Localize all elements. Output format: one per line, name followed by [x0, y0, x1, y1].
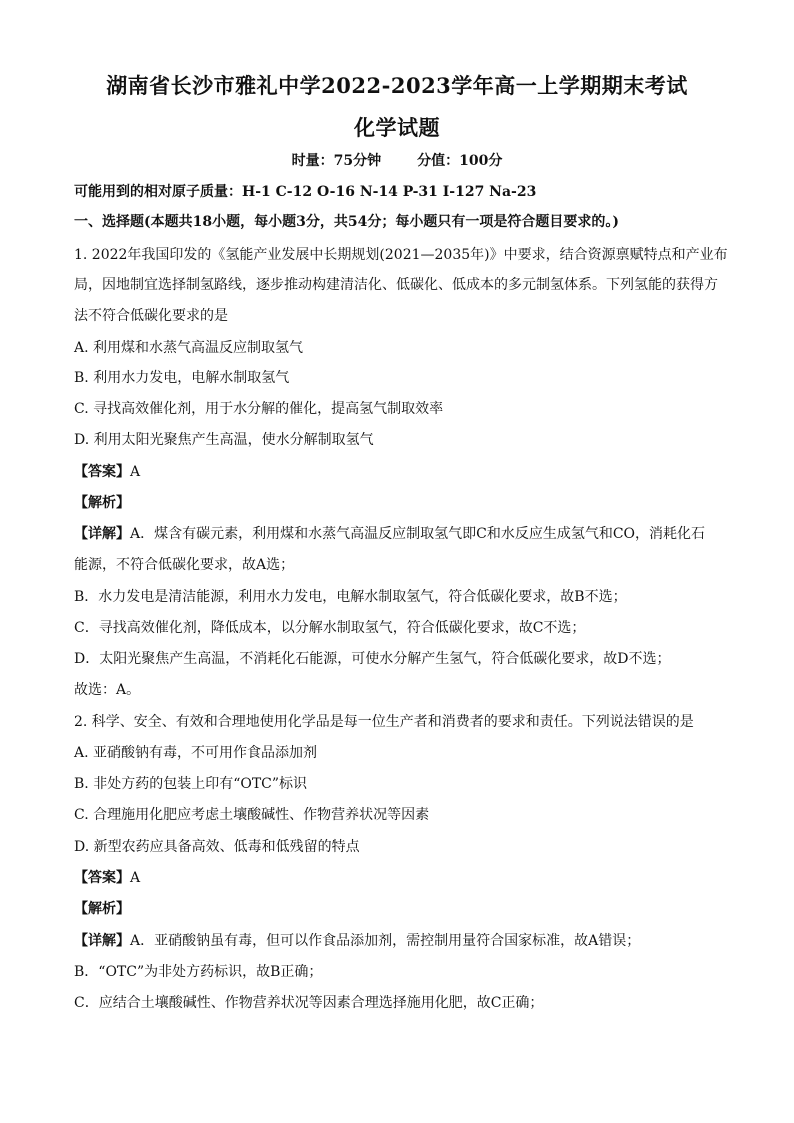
q2-option-b: B. 非处方药的包装上印有“OTC”标识 [74, 776, 308, 792]
q1-detail-line-2: 能源，不符合低碳化要求，故A选； [74, 557, 295, 573]
q1-detail-line-5: D．太阳光聚焦产生高温，不消耗化石能源，可使水分解产生氢气，符合低碳化要求，故D不选； [74, 651, 671, 667]
q1-detail-line-6: 故选：A。 [74, 682, 141, 698]
q1-detail-line-1 [74, 525, 705, 543]
section-heading: 一、选择题(本题共18小题，每小题3分，共54分；每小题只有一项是符合题目要求的。) [74, 214, 619, 230]
q1-stem-line-1: 1. 2022年我国印发的《氢能产业发展中长期规划(2021—2035年)》中要求，结合资源禀赋特点和产业布 [74, 247, 728, 263]
q1-answer-label: 【答案】 [74, 464, 130, 480]
q2-stem-line-1: 2. 科学、安全、有效和合理地使用化学品是每一位生产者和消费者的要求和责任。下列说法错误的是 [74, 714, 694, 730]
q1-stem-line-3: 法不符合低碳化要求的是 [74, 308, 228, 324]
q1-stem-line-2: 局，因地制宜选择制氢路线，逐步推动构建清洁化、低碳化、低成本的多元制氢体系。下列氢能的获得方 [74, 277, 718, 293]
exam-time: 时量：75分钟 [291, 153, 382, 169]
q1-detail-text-1: A．煤含有碳元素，利用煤和水蒸气高温反应制取氢气即C和水反应生成氢气和CO，消耗化石 [130, 526, 706, 542]
q2-detail-text-1: A．亚硝酸钠虽有毒，但可以作食品添加剂，需控制用量符合国家标准，故A错误； [130, 933, 641, 949]
q2-analysis-label: 【解析】 [74, 901, 130, 917]
q2-detail-line-1 [74, 932, 640, 950]
q1-option-b: B. 利用水力发电，电解水制取氢气 [74, 370, 290, 386]
q2-option-d: D. 新型农药应具备高效、低毒和低残留的特点 [74, 839, 360, 855]
q2-option-a: A. 亚硝酸钠有毒，不可用作食品添加剂 [74, 745, 318, 761]
q1-detail-line-3: B．水力发电是清洁能源，利用水力发电，电解水制取氢气，符合低碳化要求，故B不选； [74, 589, 627, 605]
q2-detail-line-2: B．“OTC”为非处方药标识，故B正确； [74, 964, 323, 980]
exam-score: 分值：100分 [417, 153, 503, 169]
q1-answer [74, 463, 140, 481]
q1-option-a: A. 利用煤和水蒸气高温反应制取氢气 [74, 340, 304, 356]
q2-answer [74, 869, 140, 887]
document-subtitle: 化学试题 [354, 115, 440, 140]
q1-detail-line-4: C．寻找高效催化剂，降低成本，以分解水制取氢气，符合低碳化要求，故C不选； [74, 620, 586, 636]
q1-analysis-label: 【解析】 [74, 495, 130, 511]
document-title: 湖南省长沙市雅礼中学2022-2023学年高一上学期期末考试 [106, 73, 688, 98]
exam-meta [0, 150, 794, 170]
q2-option-c: C. 合理施用化肥应考虑土壤酸碱性、作物营养状况等因素 [74, 807, 430, 823]
q2-answer-value: A [130, 870, 141, 886]
q1-option-d: D. 利用太阳光聚焦产生高温，使水分解制取氢气 [74, 432, 374, 448]
q1-answer-value: A [130, 464, 141, 480]
q1-option-c: C. 寻找高效催化剂，用于水分解的催化，提高氢气制取效率 [74, 401, 444, 417]
q2-answer-label: 【答案】 [74, 870, 130, 886]
atomic-masses: 可能用到的相对原子质量：H-1 C-12 O-16 N-14 P-31 I-127 Na-23 [74, 184, 537, 200]
q2-detail-line-3: C．应结合土壤酸碱性、作物营养状况等因素合理选择施用化肥，故C正确； [74, 995, 544, 1011]
q2-detail-label: 【详解】 [74, 933, 130, 949]
q1-detail-label: 【详解】 [74, 526, 130, 542]
